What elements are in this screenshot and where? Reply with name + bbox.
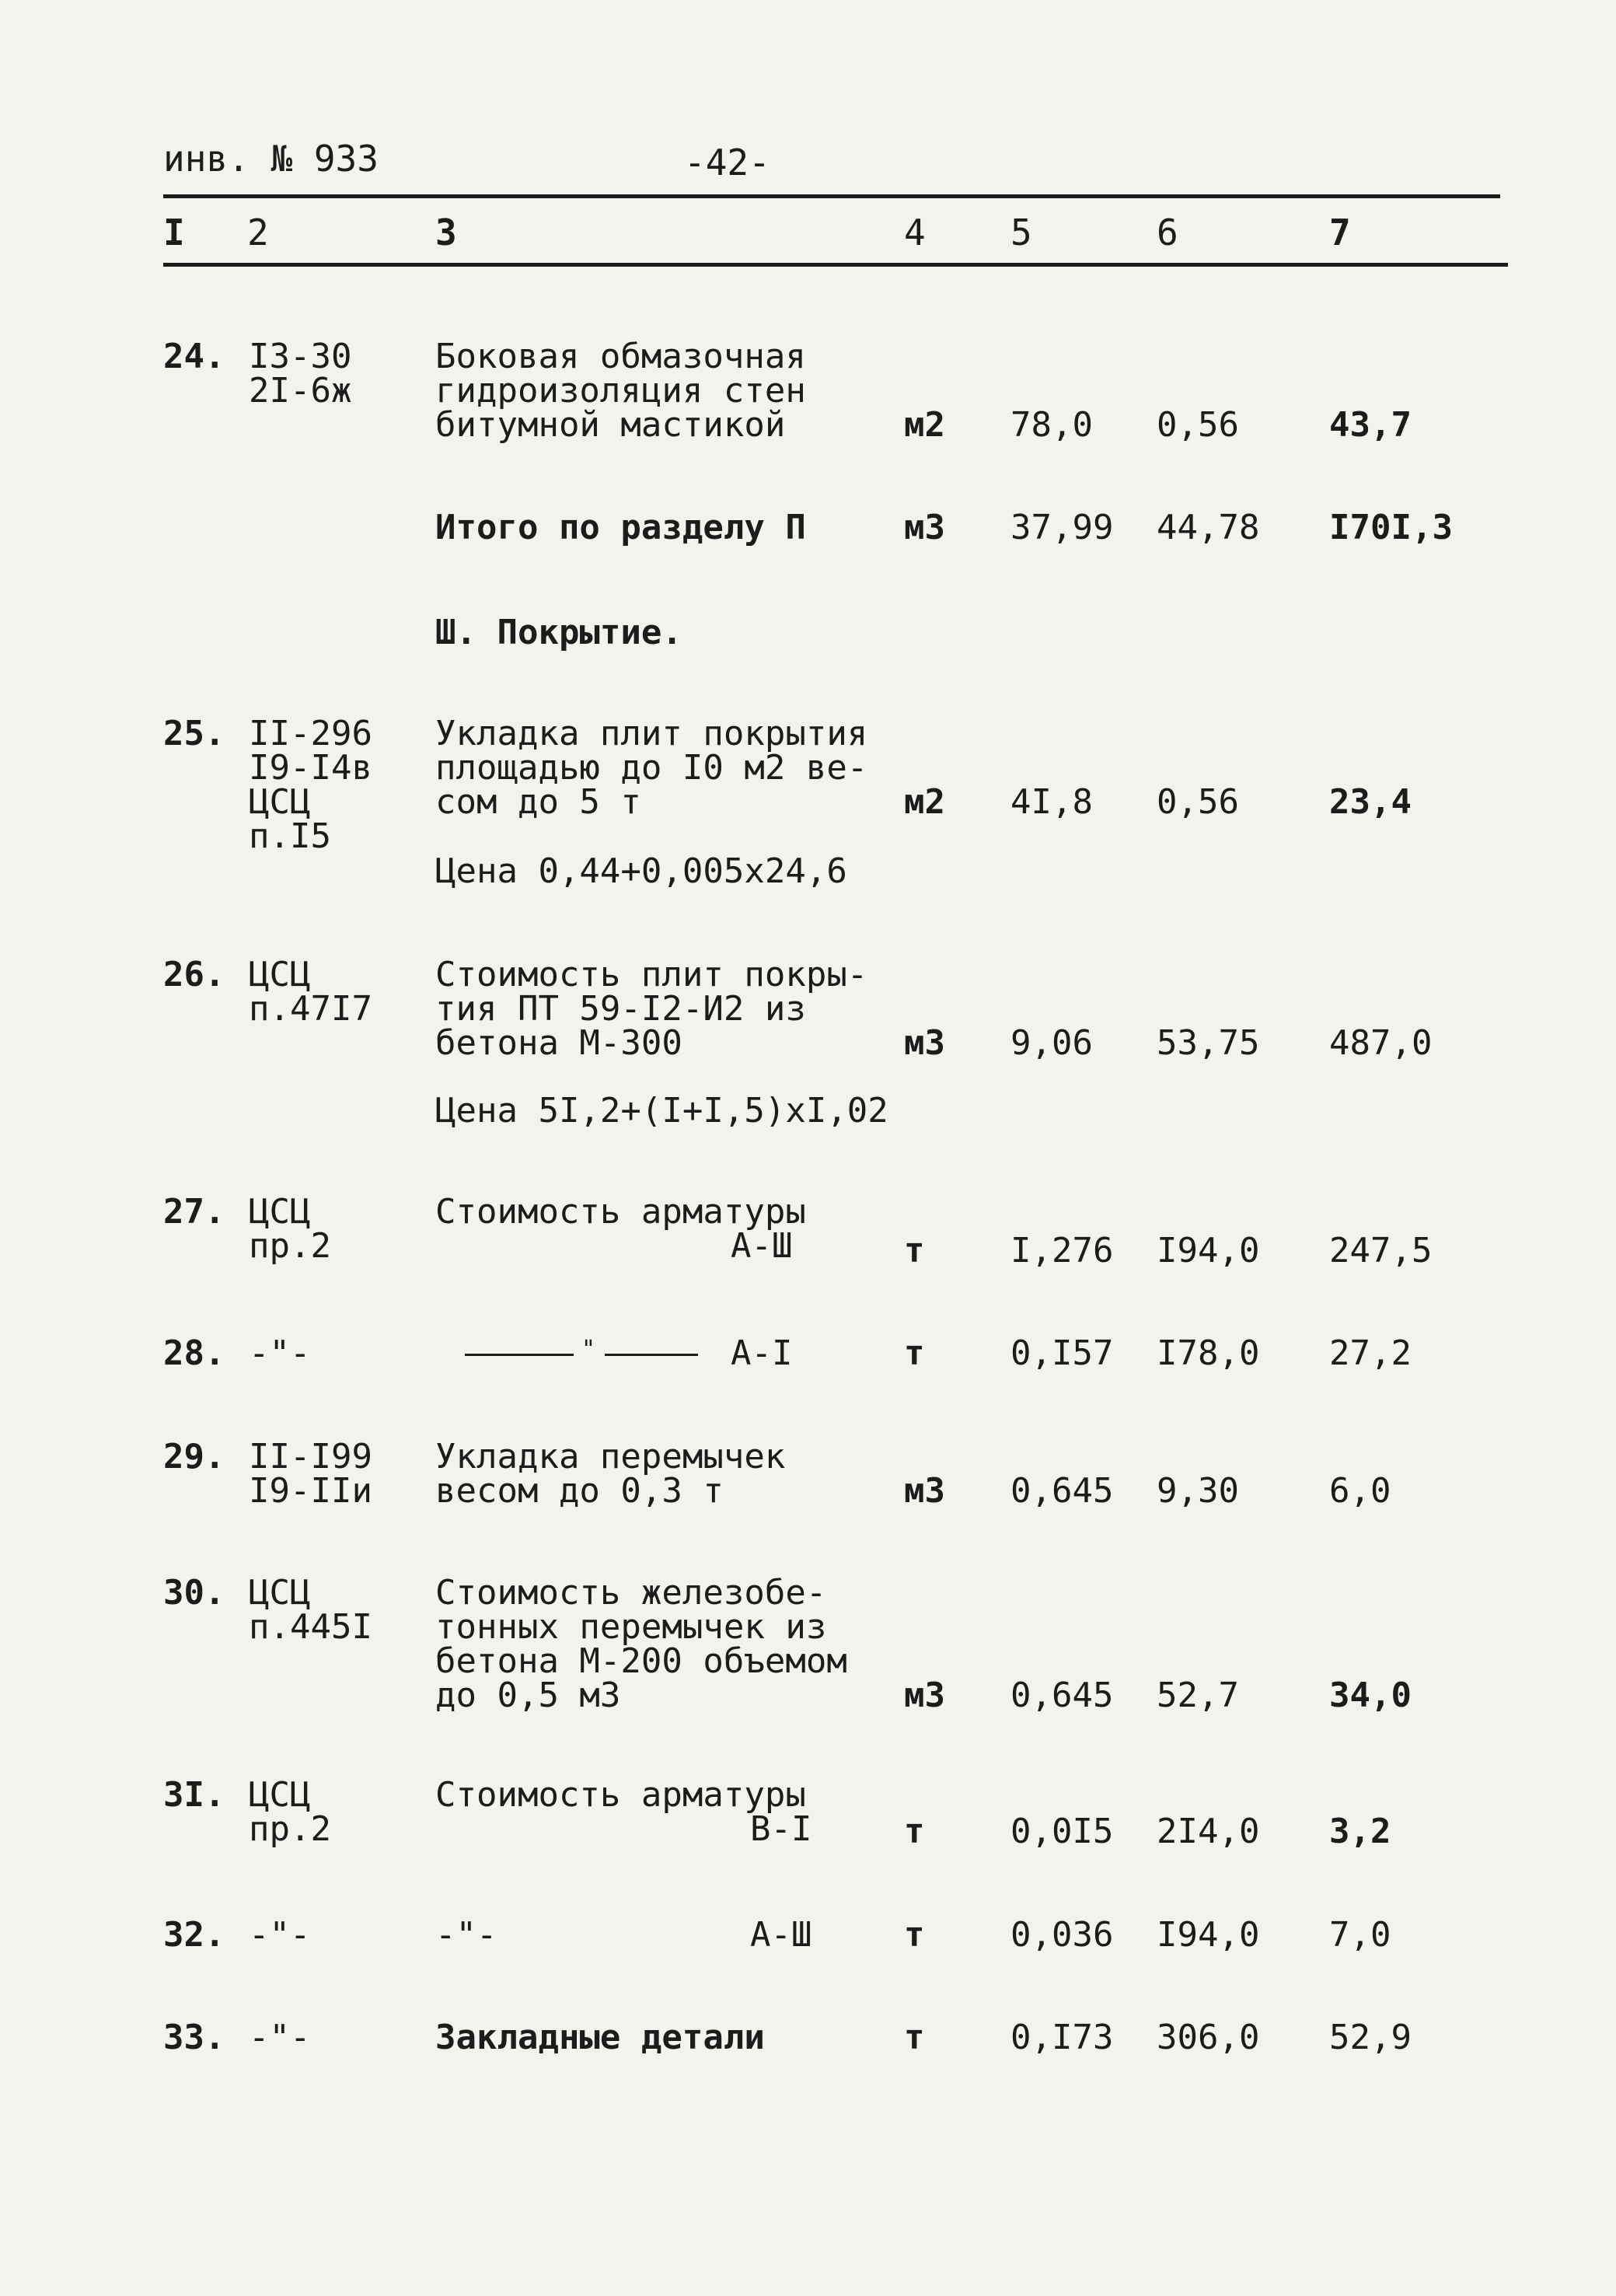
ditto-mark: " [581,1336,596,1363]
row-description: сом до 5 т [435,782,641,822]
row-description: бетона М-200 объемом [435,1641,847,1681]
row-quantity: 9,06 [1010,1023,1093,1063]
row-number: 30. [163,1573,225,1613]
col-header-2: 2 [247,211,269,253]
row-description: весом до 0,3 т [435,1471,724,1511]
row-unit: м2 [904,405,945,445]
row-description: Боковая обмазочная [435,337,806,376]
row-quantity: 0,645 [1010,1676,1114,1715]
row-number: 3I. [163,1775,225,1815]
row-code: п.445I [249,1607,372,1647]
row-total: 3,2 [1329,1812,1391,1851]
row-grade: А-I [731,1333,793,1373]
row-code: II-296 [249,714,372,753]
row-code: ЦСЦ [249,955,311,994]
row-unit: т [904,1812,925,1851]
row-description: Стоимость арматуры [435,1192,806,1232]
row-price-note: Цена 0,44+0,005х24,6 [435,851,847,891]
row-total: 247,5 [1329,1231,1433,1270]
row-number: 29. [163,1437,225,1476]
row-unit: т [904,2018,925,2057]
row-code: I9-IIи [249,1471,372,1511]
row-code: II-I99 [249,1437,372,1476]
row-total: 6,0 [1329,1471,1391,1511]
row-quantity: 0,0I5 [1010,1812,1114,1851]
row-number: 25. [163,714,225,753]
row-price: 44,78 [1157,508,1260,547]
row-code: -"- [249,1915,311,1955]
row-unit: м3 [904,1471,945,1511]
row-code: пр.2 [249,1226,331,1266]
row-unit: т [904,1333,925,1373]
row-description: гидроизоляция стен [435,371,806,411]
row-total: 23,4 [1329,782,1412,822]
col-header-4: 4 [904,211,926,253]
row-total: 7,0 [1329,1915,1391,1955]
row-description: тия ПТ 59-I2-И2 из [435,989,806,1029]
row-price: 2I4,0 [1157,1812,1260,1851]
header-rule-bottom [163,263,1508,267]
row-grade: В-I [750,1809,812,1849]
ditto-dash-right [605,1354,698,1356]
ditto-dash-left [465,1354,574,1356]
row-price: I78,0 [1157,1333,1260,1373]
row-code: ЦСЦ [249,1192,311,1232]
inventory-number: инв. № 933 [163,138,379,180]
row-code: -"- [249,1333,311,1373]
row-quantity: 37,99 [1010,508,1114,547]
row-code: п.47I7 [249,989,372,1029]
row-description: Закладные детали [435,2018,765,2057]
row-code: ЦСЦ [249,782,311,822]
row-code: 2I-6ж [249,371,352,411]
row-price: 9,30 [1157,1471,1239,1511]
row-quantity: 78,0 [1010,405,1093,445]
row-number: 26. [163,955,225,994]
row-total: 52,9 [1329,2018,1412,2057]
row-price: 53,75 [1157,1023,1260,1063]
row-description: Стоимость железобе- [435,1573,827,1613]
row-description: Стоимость арматуры [435,1775,806,1815]
row-unit: м3 [904,1676,945,1715]
col-header-5: 5 [1010,211,1032,253]
row-unit: т [904,1231,925,1270]
row-quantity: 0,I73 [1010,2018,1114,2057]
row-number: 24. [163,337,225,376]
row-description: до 0,5 м3 [435,1676,621,1715]
section-heading: Ш. Покрытие. [435,613,682,652]
col-header-6: 6 [1157,211,1178,253]
row-description: тонных перемычек из [435,1607,827,1647]
row-total: 27,2 [1329,1333,1412,1373]
row-code: ЦСЦ [249,1573,311,1613]
row-description: Укладка плит покрытия [435,714,868,753]
row-description: Укладка перемычек [435,1437,786,1476]
row-total: I70I,3 [1329,508,1453,547]
row-price: I94,0 [1157,1231,1260,1270]
row-grade: А-Ш [750,1915,812,1955]
row-quantity: I,276 [1010,1231,1114,1270]
row-grade: А-Ш [731,1226,793,1266]
row-number: 27. [163,1192,225,1232]
col-header-1: I [163,211,185,253]
row-price: 0,56 [1157,782,1239,822]
row-price: 306,0 [1157,2018,1260,2057]
row-description: Стоимость плит покры- [435,955,868,994]
row-code: пр.2 [249,1809,331,1849]
row-total: 487,0 [1329,1023,1433,1063]
row-quantity: 0,036 [1010,1915,1114,1955]
row-description: площадью до I0 м2 ве- [435,748,868,788]
row-description: -"- [435,1915,497,1955]
row-code: I9-I4в [249,748,372,788]
row-number: 32. [163,1915,225,1955]
row-quantity: 0,645 [1010,1471,1114,1511]
row-price: I94,0 [1157,1915,1260,1955]
row-unit: м3 [904,508,945,547]
row-number: 28. [163,1333,225,1373]
row-price: 52,7 [1157,1676,1239,1715]
header-rule-top [163,194,1500,198]
subtotal-label: Итого по разделу П [435,508,806,547]
row-code: п.I5 [249,816,331,856]
row-description: бетона М-300 [435,1023,682,1063]
row-unit: м2 [904,782,945,822]
row-code: ЦСЦ [249,1775,311,1815]
row-quantity: 0,I57 [1010,1333,1114,1373]
row-price-note: Цена 5I,2+(I+I,5)хI,02 [435,1091,888,1131]
row-total: 34,0 [1329,1676,1412,1715]
col-header-3: 3 [435,211,457,253]
row-price: 0,56 [1157,405,1239,445]
row-code: I3-30 [249,337,352,376]
col-header-7: 7 [1329,211,1351,253]
row-description: битумной мастикой [435,405,786,445]
row-total: 43,7 [1329,405,1412,445]
row-code: -"- [249,2018,311,2057]
row-unit: м3 [904,1023,945,1063]
row-unit: т [904,1915,925,1955]
row-quantity: 4I,8 [1010,782,1093,822]
row-number: 33. [163,2018,225,2057]
page-number: -42- [684,142,770,183]
